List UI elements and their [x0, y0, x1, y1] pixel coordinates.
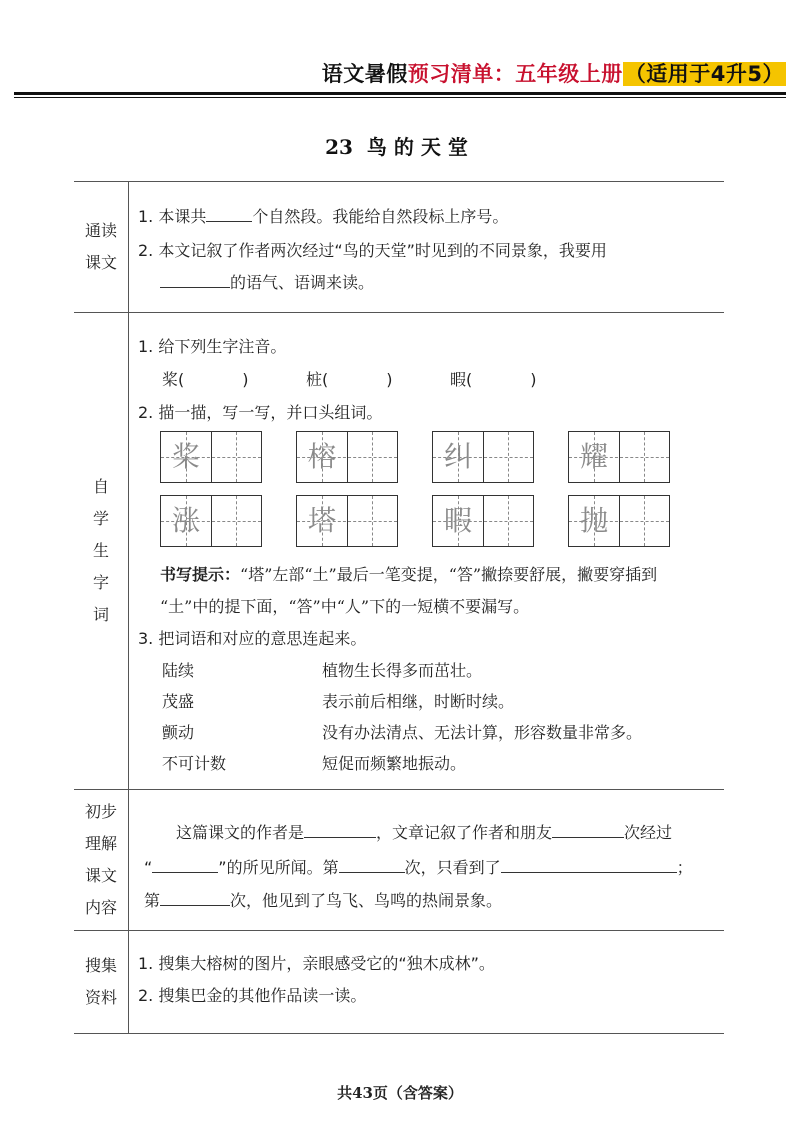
- section-selfstudy: [74, 312, 724, 789]
- selfstudy-q1: 1. 给下列生字注音。: [138, 337, 287, 356]
- pinyin-item: 桨( ): [162, 370, 249, 389]
- label-line: 理解: [84, 834, 117, 853]
- answer-blank[interactable]: [501, 856, 677, 873]
- section-collect-label: [74, 931, 129, 1033]
- trace-grid[interactable]: [160, 431, 262, 483]
- label-line: 通读: [84, 221, 117, 240]
- trace-char: 桨: [171, 440, 200, 473]
- header-part1: 语文暑假: [321, 62, 408, 86]
- label-line: 初步: [84, 802, 117, 821]
- answer-blank[interactable]: [160, 271, 230, 288]
- selfstudy-q2: 2. 描一描，写一写，并口头组词。: [138, 403, 383, 422]
- label-char: 自: [92, 477, 109, 496]
- read-item2-line2: 的语气、语调来读。: [160, 270, 374, 293]
- section-read: [74, 181, 724, 312]
- worksheet-table: [74, 181, 724, 1034]
- pinyin-item: 暇( ): [450, 370, 537, 389]
- trace-char: 耀: [579, 440, 608, 473]
- trace-grid[interactable]: [432, 431, 534, 483]
- answer-blank[interactable]: [552, 821, 624, 838]
- trace-char: 纠: [443, 440, 472, 473]
- label-line: 课文: [84, 866, 117, 885]
- section-understand: [74, 789, 724, 930]
- header-part2: 预习清单：五年级上册: [407, 62, 623, 86]
- match-meaning[interactable]: 没有办法清点、无法计算，形容数量非常多。: [322, 723, 643, 742]
- read-item2-line1: 2. 本文记叙了作者两次经过“鸟的天堂”时见到的不同景象，我要用: [138, 241, 607, 260]
- lesson-name: 鸟的天堂: [366, 135, 475, 159]
- lesson-number: 23: [325, 135, 353, 159]
- answer-blank[interactable]: [152, 856, 218, 873]
- label-line: 内容: [84, 898, 117, 917]
- answer-blank[interactable]: [206, 205, 252, 222]
- writing-tip-label: 书写提示：: [160, 565, 241, 584]
- section-collect: [74, 930, 724, 1034]
- header-grade-note: （适用于4升5）: [624, 62, 784, 86]
- match-word[interactable]: 陆续: [162, 661, 195, 680]
- trace-grid[interactable]: [432, 495, 534, 547]
- pinyin-item: 桩( ): [306, 370, 393, 389]
- collect-item2: 2. 搜集巴金的其他作品读一读。: [138, 986, 367, 1005]
- trace-grid[interactable]: [296, 431, 398, 483]
- writing-tip-line2: “土”中的提下面，“答”中“人”下的一短横不要漏写。: [160, 597, 530, 616]
- selfstudy-q3: 3. 把词语和对应的意思连起来。: [138, 629, 367, 648]
- understand-line1: 这篇课文的作者是 ，文章记叙了作者和朋友 次经过: [176, 823, 673, 842]
- label-char: 学: [92, 509, 109, 528]
- trace-char: 暇: [443, 504, 472, 537]
- trace-char: 涨: [171, 504, 200, 537]
- match-word[interactable]: 颤动: [162, 723, 195, 742]
- trace-grid[interactable]: [568, 431, 670, 483]
- label-line: 搜集: [84, 956, 117, 975]
- trace-char: 榕: [307, 440, 336, 473]
- trace-grid[interactable]: [568, 495, 670, 547]
- match-word[interactable]: 茂盛: [162, 692, 195, 711]
- match-meaning[interactable]: 表示前后相继，时断时续。: [322, 692, 515, 711]
- section-selfstudy-label: [74, 313, 129, 789]
- label-char: 词: [92, 605, 109, 624]
- worksheet-header: [322, 58, 786, 88]
- read-item1: 1. 本课共 个自然段。我能给自然段标上序号。: [138, 207, 509, 226]
- trace-char: 塔: [307, 504, 336, 537]
- label-line: 课文: [84, 253, 117, 272]
- header-rule: [14, 92, 786, 95]
- understand-line3: 第 次，他见到了鸟飞、鸟鸣的热闹景象。: [144, 891, 503, 910]
- understand-line2: “ ”的所见所闻。第 次，只看到了 ；: [144, 858, 693, 877]
- page-footer: 共43页（含答案）: [337, 1084, 463, 1102]
- match-meaning[interactable]: 植物生长得多而茁壮。: [322, 661, 483, 680]
- match-word[interactable]: 不可计数: [162, 754, 227, 773]
- section-read-label: [74, 182, 129, 312]
- section-understand-label: [74, 790, 129, 930]
- answer-blank[interactable]: [160, 889, 230, 906]
- label-char: 生: [92, 541, 109, 560]
- match-meaning[interactable]: 短促而频繁地振动。: [322, 754, 467, 773]
- header-rule-thin: [14, 97, 786, 98]
- trace-grid[interactable]: [160, 495, 262, 547]
- label-line: 资料: [84, 988, 117, 1007]
- answer-blank[interactable]: [339, 856, 405, 873]
- label-char: 字: [92, 573, 109, 592]
- trace-char: 抛: [579, 504, 608, 537]
- trace-grid[interactable]: [296, 495, 398, 547]
- lesson-title: [0, 131, 800, 160]
- writing-tip-line1: 书写提示：“塔”左部“土”最后一笔变提，“答”撇捺要舒展，撇要穿插到: [160, 565, 658, 584]
- collect-item1: 1. 搜集大榕树的图片，亲眼感受它的“独木成林”。: [138, 954, 495, 973]
- answer-blank[interactable]: [304, 821, 376, 838]
